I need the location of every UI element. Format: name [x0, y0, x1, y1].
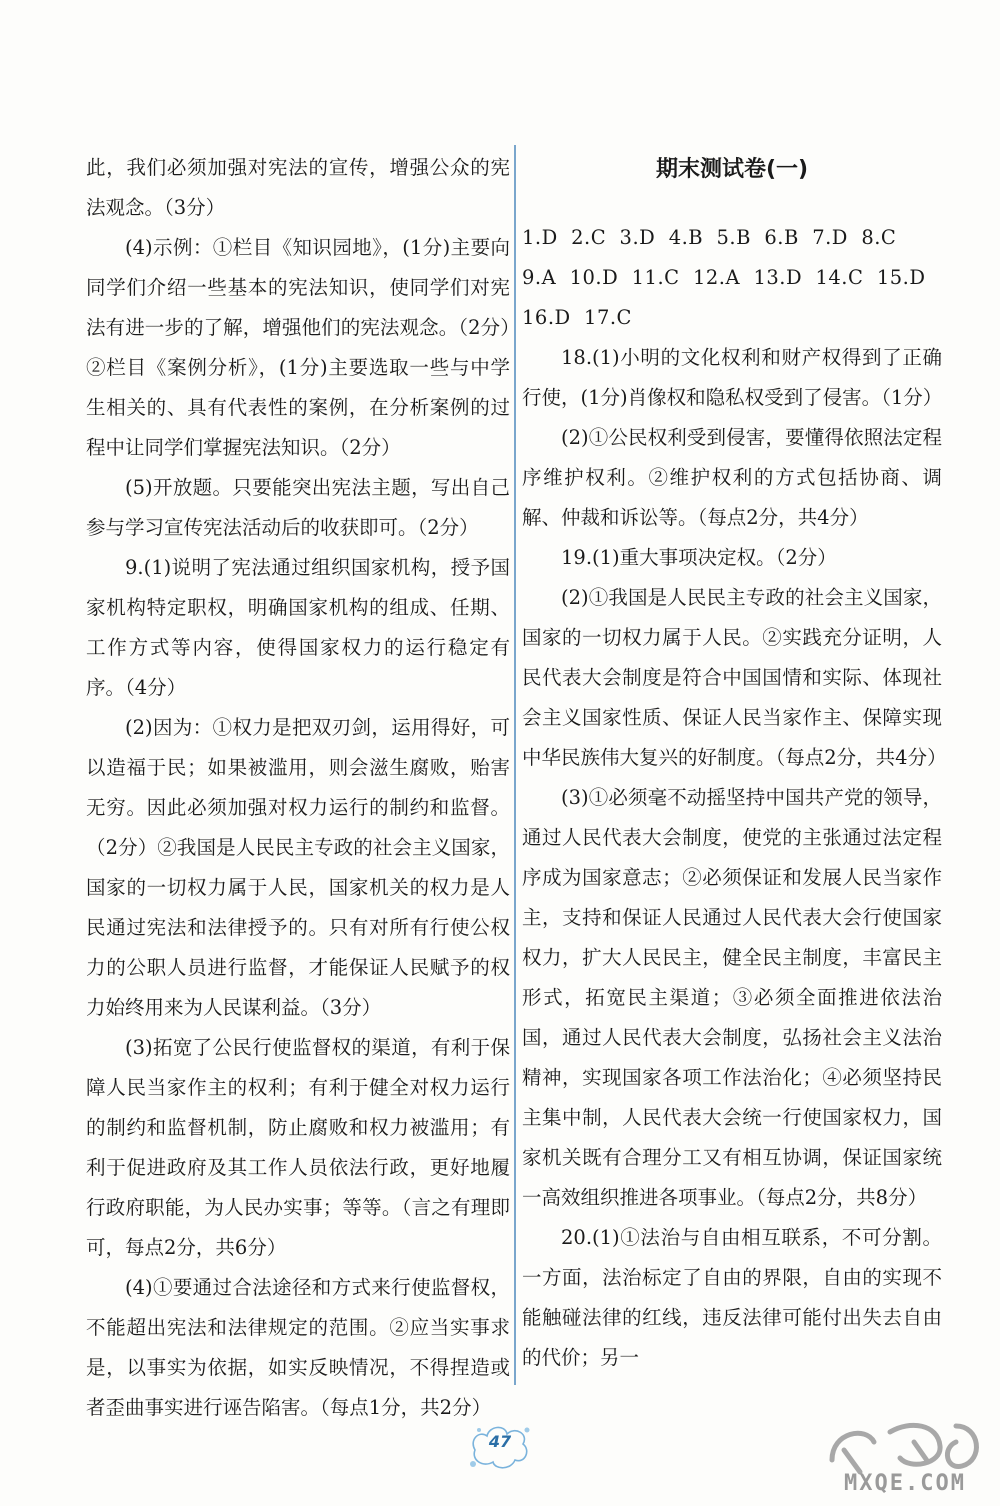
answer-paragraph: (4)示例：①栏目《知识园地》，(1分)主要向同学们介绍一些基本的宪法知识，使同学们对宪法有进一步的了解，增强他们的宪法观念。（2分）②栏目《案例分析》，(1分)主要选取一些与中学生相关的、具有代表性的案例，在分析案例的过程中让同学们掌握宪法知识。（2分）	[86, 236, 510, 459]
mc-answer-line: 16.D 17.C	[522, 306, 632, 329]
answer-paragraph: 20.(1)①法治与自由相互联系，不可分割。一方面，法治标定了自由的界限，自由的实现不能触碰法律的红线，违反法律可能付出失去自由的代价；另一	[522, 1226, 942, 1369]
left-column	[86, 148, 510, 1428]
answer-paragraph: (2)①我国是人民民主专政的社会主义国家，国家的一切权力属于人民。②实践充分证明，人民代表大会制度是符合中国国情和实际、体现社会主义国家性质、保证人民当家作主、保障实现中华民族伟大复兴的好制度。（每点2分，共4分）	[522, 586, 947, 769]
answer-paragraph: (3)拓宽了公民行使监督权的渠道，有利于保障人民当家作主的权利；有利于健全对权力运行的制约和监督机制，防止腐败和权力被滥用；有利于促进政府及其工作人员依法行政，更好地履行政府职能，为人民办实事；等等。（言之有理即可，每点2分，共6分）	[86, 1036, 510, 1259]
answer-paragraph: (2)①公民权利受到侵害，要懂得依照法定程序维护权利。②维护权利的方式包括协商、调解、仲裁和诉讼等。（每点2分，共4分）	[522, 426, 942, 529]
answer-paragraph: 9.(1)说明了宪法通过组织国家机构，授予国家机构特定职权，明确国家机构的组成、任期、工作方式等内容，使得国家权力的运行稳定有序。（4分）	[86, 556, 510, 699]
watermark	[810, 1402, 992, 1502]
answer-paragraph: (2)因为：①权力是把双刃剑，运用得好，可以造福于民；如果被滥用，则会滋生腐败，贻害无穷。因此必须加强对权力运行的制约和监督。（2分）②我国是人民民主专政的社会主义国家，国家的一切权力属于人民，国家机关的权力是人民通过宪法和法律授予的。只有对所有行使公权力的公职人员进行监督，才能保证人民赋予的权力始终用来为人民谋利益。（3分）	[86, 716, 510, 1019]
section-title: 期末测试卷(一)	[655, 157, 809, 182]
mc-answer-line: 9.A 10.D 11.C 12.A 13.D 14.C 15.D	[522, 266, 926, 289]
right-paragraphs	[522, 338, 947, 1378]
answer-paragraph: (4)①要通过合法途径和方式来行使监督权，不能超出宪法和法律规定的范围。②应当实事求是，以事实为依据，如实反映情况，不得捏造或者歪曲事实进行诬告陷害。（每点1分，共2分）	[86, 1276, 510, 1419]
column-divider	[514, 145, 516, 1385]
mc-answer-line: 1.D 2.C 3.D 4.B 5.B 6.B 7.D 8.C	[522, 226, 897, 249]
right-column	[522, 148, 947, 1378]
page-number-badge	[465, 1420, 535, 1472]
answer-paragraph: (5)开放题。只要能突出宪法主题，写出自己参与学习宣传宪法活动后的收获即可。（2分）	[86, 476, 510, 539]
multiple-choice-answers	[522, 218, 942, 338]
answer-paragraph: (3)①必须毫不动摇坚持中国共产党的领导，通过人民代表大会制度，使党的主张通过法定程序成为国家意志；②必须保证和发展人民当家作主，支持和保证人民通过人民代表大会行使国家权力，扩大人民民主，健全民主制度，丰富民主形式，拓宽民主渠道；③必须全面推进依法治国，通过人民代表大会制度，弘扬社会主义法治精神，实现国家各项工作法治化；④必须坚持民主集中制，人民代表大会统一行使国家权力，国家机关既有合理分工又有相互协调，保证国家统一高效组织推进各项事业。（每点2分，共8分）	[522, 786, 942, 1209]
answer-paragraph: 19.(1)重大事项决定权。（2分）	[561, 546, 837, 569]
page-number: 47	[488, 1432, 512, 1451]
answer-paragraph: 此，我们必须加强对宪法的宣传，增强公众的宪法观念。（3分）	[86, 156, 510, 219]
answer-paragraph: 18.(1)小明的文化权利和财产权得到了正确行使，(1分)肖像权和隐私权受到了侵害。（1分）	[522, 346, 943, 409]
watermark-text: MXQE.COM	[844, 1471, 966, 1496]
